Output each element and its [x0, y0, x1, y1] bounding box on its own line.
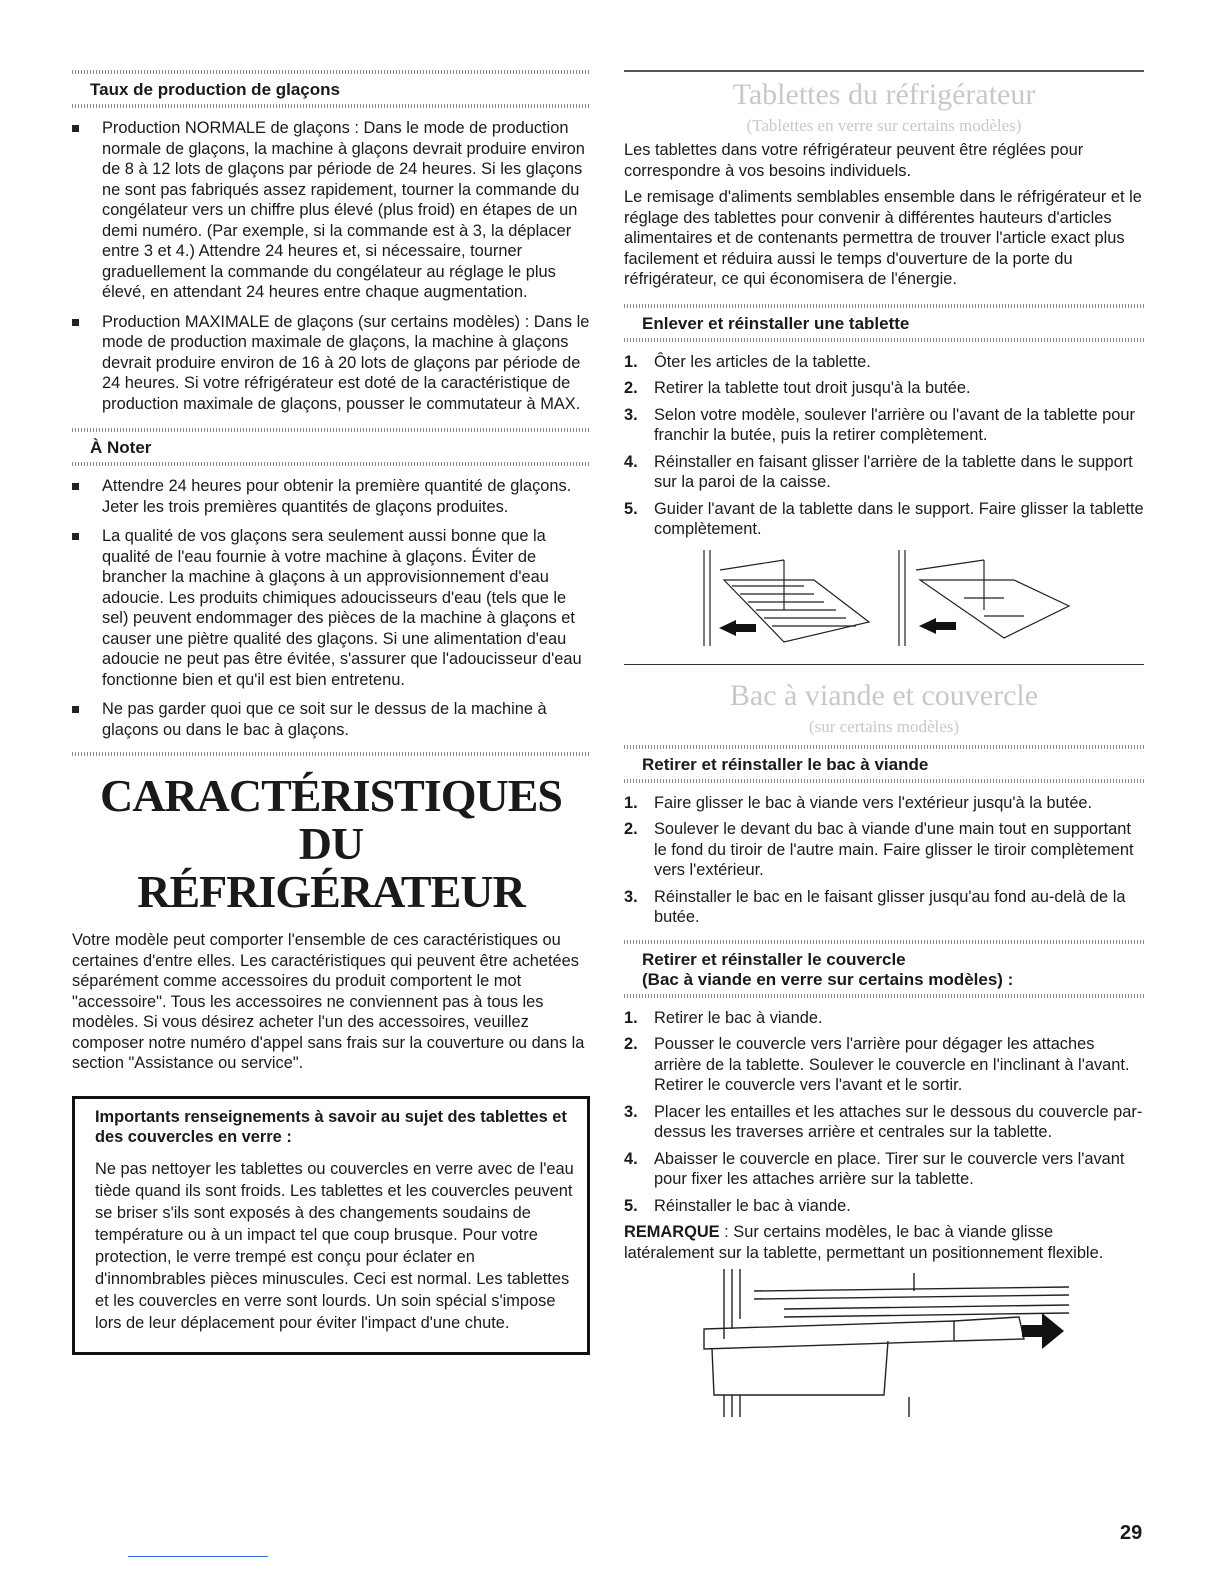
drawer-steps — [624, 793, 1144, 928]
warning-heading: Importants renseignements à savoir au sujet des tablettes et des couvercles en verre : — [95, 1107, 567, 1146]
note-list — [72, 476, 590, 740]
list-item: 5. Guider l'avant de la tablette dans le support. Faire glisser la tablette complètement. — [624, 499, 1144, 538]
arrow-right-icon — [1022, 1313, 1064, 1349]
shelf-steps — [624, 352, 1144, 540]
remove-cover-subheading: (Bac à viande en verre sur certains modèles) : — [642, 969, 1014, 989]
footer-link-line — [128, 1556, 268, 1557]
shelf-illustration — [624, 550, 1144, 654]
section-divider — [624, 338, 1144, 342]
list-item: 4. Abaisser le couvercle en place. Tirer sur le couvercle vers l'avant pour fixer les attaches arrière sur la tablette. — [624, 1149, 1125, 1188]
section-divider — [72, 428, 590, 432]
section-divider — [72, 70, 590, 74]
arrow-left-icon — [719, 620, 756, 636]
section-divider — [72, 752, 590, 756]
section-divider — [624, 70, 1144, 72]
section-divider — [72, 462, 590, 466]
page-title-line2: RÉFRIGÉRATEUR — [137, 866, 525, 917]
list-item: 3. Placer les entailles et les attaches sur le dessous du couvercle par-dessus les traverses arrière et centrales sur la tablette. — [624, 1102, 1143, 1141]
page-title — [72, 772, 590, 916]
list-item: La qualité de vos glaçons sera seulement aussi bonne que la qualité de l'eau fournie à votre machine à glaçons. Éviter de brancher la machine à glaçons à un approvisionnement d'eau adoucie. Les produits chimiques adoucisseurs d'eau (tels que le sel) peuvent endommager des pièces de la machine à glaçons et causer une piètre qualité des glaçons. Si une alimentation d'eau adoucie ne peut pas être évitée, s'assurer que l'adoucisseur d'eau fonctionne bien et qu'il est bien entretenu. — [72, 526, 590, 690]
list-item: 2. Retirer la tablette tout droit jusqu'à la butée. — [624, 379, 971, 397]
cover-steps — [624, 1008, 1144, 1217]
section-divider — [624, 664, 1144, 665]
meat-drawer-title: Bac à viande et couvercle — [729, 678, 1039, 712]
warning-text: Ne pas nettoyer les tablettes ou couvercles en verre avec de l'eau tiède quand ils sont froids. Les tablettes et les couvercles peuvent se briser s'ils sont exposés à des changements soudains de température ou à un impact tel que coup brusque. Pour votre protection, le verre trempé est conçu pour éclater en d'innombrables pièces minuscules. Ceci est normal. Les tablettes et les couvercles en verre sont lourds. Un soin spécial s'impose lors de leur déplacement pour éviter l'impact d'une chute. — [95, 1159, 574, 1332]
section-divider — [624, 994, 1144, 998]
list-item: 1. Retirer le bac à viande. — [624, 1008, 823, 1027]
right-column — [624, 70, 1144, 1419]
left-column — [72, 70, 590, 1355]
ice-rate-list — [72, 118, 590, 414]
page-number: 29 — [1120, 1522, 1143, 1544]
glass-warning-box — [72, 1096, 590, 1355]
section-divider — [624, 779, 1144, 783]
shelves-subtitle: (Tablettes en verre sur certains modèles) — [746, 116, 1022, 135]
shelves-paragraph-1: Les tablettes dans votre réfrigérateur peuvent être réglées pour correspondre à vos besoins individuels. — [624, 141, 1084, 180]
drawer-diagram — [624, 1269, 1144, 1419]
list-item: 2. Soulever le devant du bac à viande d'une main tout en supportant le fond du tiroir de l'autre main. Faire glisser le tiroir complètement vers l'extérieur. — [624, 820, 1134, 879]
remove-drawer-heading: Retirer et réinstaller le bac à viande — [642, 754, 929, 774]
list-item: 2. Pousser le couvercle vers l'arrière pour dégager les attaches arrière de la tablette. Soulever le couvercle en l'inclinant à l'avant. Retirer le couvercle vers l'avant et le sortir. — [624, 1035, 1130, 1094]
drawer-illustration — [624, 1269, 1144, 1419]
intro-paragraph: Votre modèle peut comporter l'ensemble de ces caractéristiques ou certaines d'entre elles. Les caractéristiques qui peuvent être achetées séparément comme accessoires du produit comportent le mot "accessoire". Tous les accessoires ne conviennent pas à tous les modèles. Si vous désirez acheter l'un des accessoires, veuillez composer notre numéro d'appel sans frais sur la couverture ou dans la section "Assistance ou service". — [72, 931, 585, 1072]
remove-shelf-heading: Enlever et réinstaller une tablette — [642, 313, 910, 333]
list-item: 4. Réinstaller en faisant glisser l'arrière de la tablette dans le support sur la paroi de la caisse. — [624, 452, 1133, 491]
section-divider — [624, 940, 1144, 944]
remark-label: REMARQUE — [624, 1223, 720, 1241]
section-divider — [72, 104, 590, 108]
list-item: Production MAXIMALE de glaçons (sur certains modèles) : Dans le mode de production maximale de glaçons, la machine à glaçons devrait produire environ de 16 à 20 lots de glaçons par période de 24 heures. Si votre réfrigérateur est doté de la caractéristique de production maximale de glaçons, pousser le commutateur à MAX. — [72, 312, 590, 415]
ice-rate-heading: Taux de production de glaçons — [90, 80, 340, 99]
remark-paragraph — [624, 1222, 1144, 1263]
shelves-title: Tablettes du réfrigérateur — [732, 78, 1036, 111]
list-item: 5. Réinstaller le bac à viande. — [624, 1196, 851, 1215]
note-heading: À Noter — [90, 438, 152, 457]
list-item: Production NORMALE de glaçons : Dans le mode de production normale de glaçons, la machine à glaçons devrait produire environ de 8 à 12 lots de glaçons par période de 24 heures. Si les glaçons ne sont pas fabriqués assez rapidement, tourner la commande du congélateur vers un chiffre plus élevé (plus froid) en étapes de un demi numéro. (Par exemple, si la commande est à 3, la déplacer entre 3 et 4.) Attendre 24 heures et, si nécessaire, tourner graduellement la commande du congélateur au réglage le plus élevé, en attendant 24 heures entre chaque augmentation. — [72, 118, 590, 303]
remove-cover-heading: Retirer et réinstaller le couvercle — [642, 949, 906, 969]
meat-drawer-subtitle: (sur certains modèles) — [808, 716, 960, 736]
section-divider — [624, 745, 1144, 749]
list-item: 3. Selon votre modèle, soulever l'arrière ou l'avant de la tablette pour franchir la butée, puis la retirer complètement. — [624, 405, 1135, 444]
section-divider — [624, 304, 1144, 308]
arrow-left-icon — [919, 618, 956, 634]
list-item: Attendre 24 heures pour obtenir la première quantité de glaçons. Jeter les trois premières quantités de glaçons produites. — [72, 476, 590, 517]
list-item: 3. Réinstaller le bac en le faisant glisser jusqu'au fond au-delà de la butée. — [624, 887, 1126, 926]
list-item: Ne pas garder quoi que ce soit sur le dessus de la machine à glaçons ou dans le bac à glaçons. — [72, 699, 590, 740]
list-item: 1. Ôter les articles de la tablette. — [624, 352, 871, 371]
page-title-line1: CARACTÉRISTIQUES DU — [99, 770, 562, 869]
shelf-removal-diagram — [624, 550, 1144, 654]
list-item: 1. Faire glisser le bac à viande vers l'extérieur jusqu'à la butée. — [624, 793, 1093, 812]
remark-text: : Sur certains modèles, le bac à viande glisse latéralement sur la tablette, permettant un positionnement flexible. — [624, 1223, 1104, 1262]
shelves-paragraph-2: Le remisage d'aliments semblables ensemble dans le réfrigérateur et le réglage des tablettes pour convenir à différentes hauteurs d'articles alimentaires et de contenants permettra de trouver l'article exact plus facilement et réduira aussi le temps d'ouverture de la porte du réfrigérateur, ce qui économisera de l'énergie. — [624, 188, 1142, 288]
